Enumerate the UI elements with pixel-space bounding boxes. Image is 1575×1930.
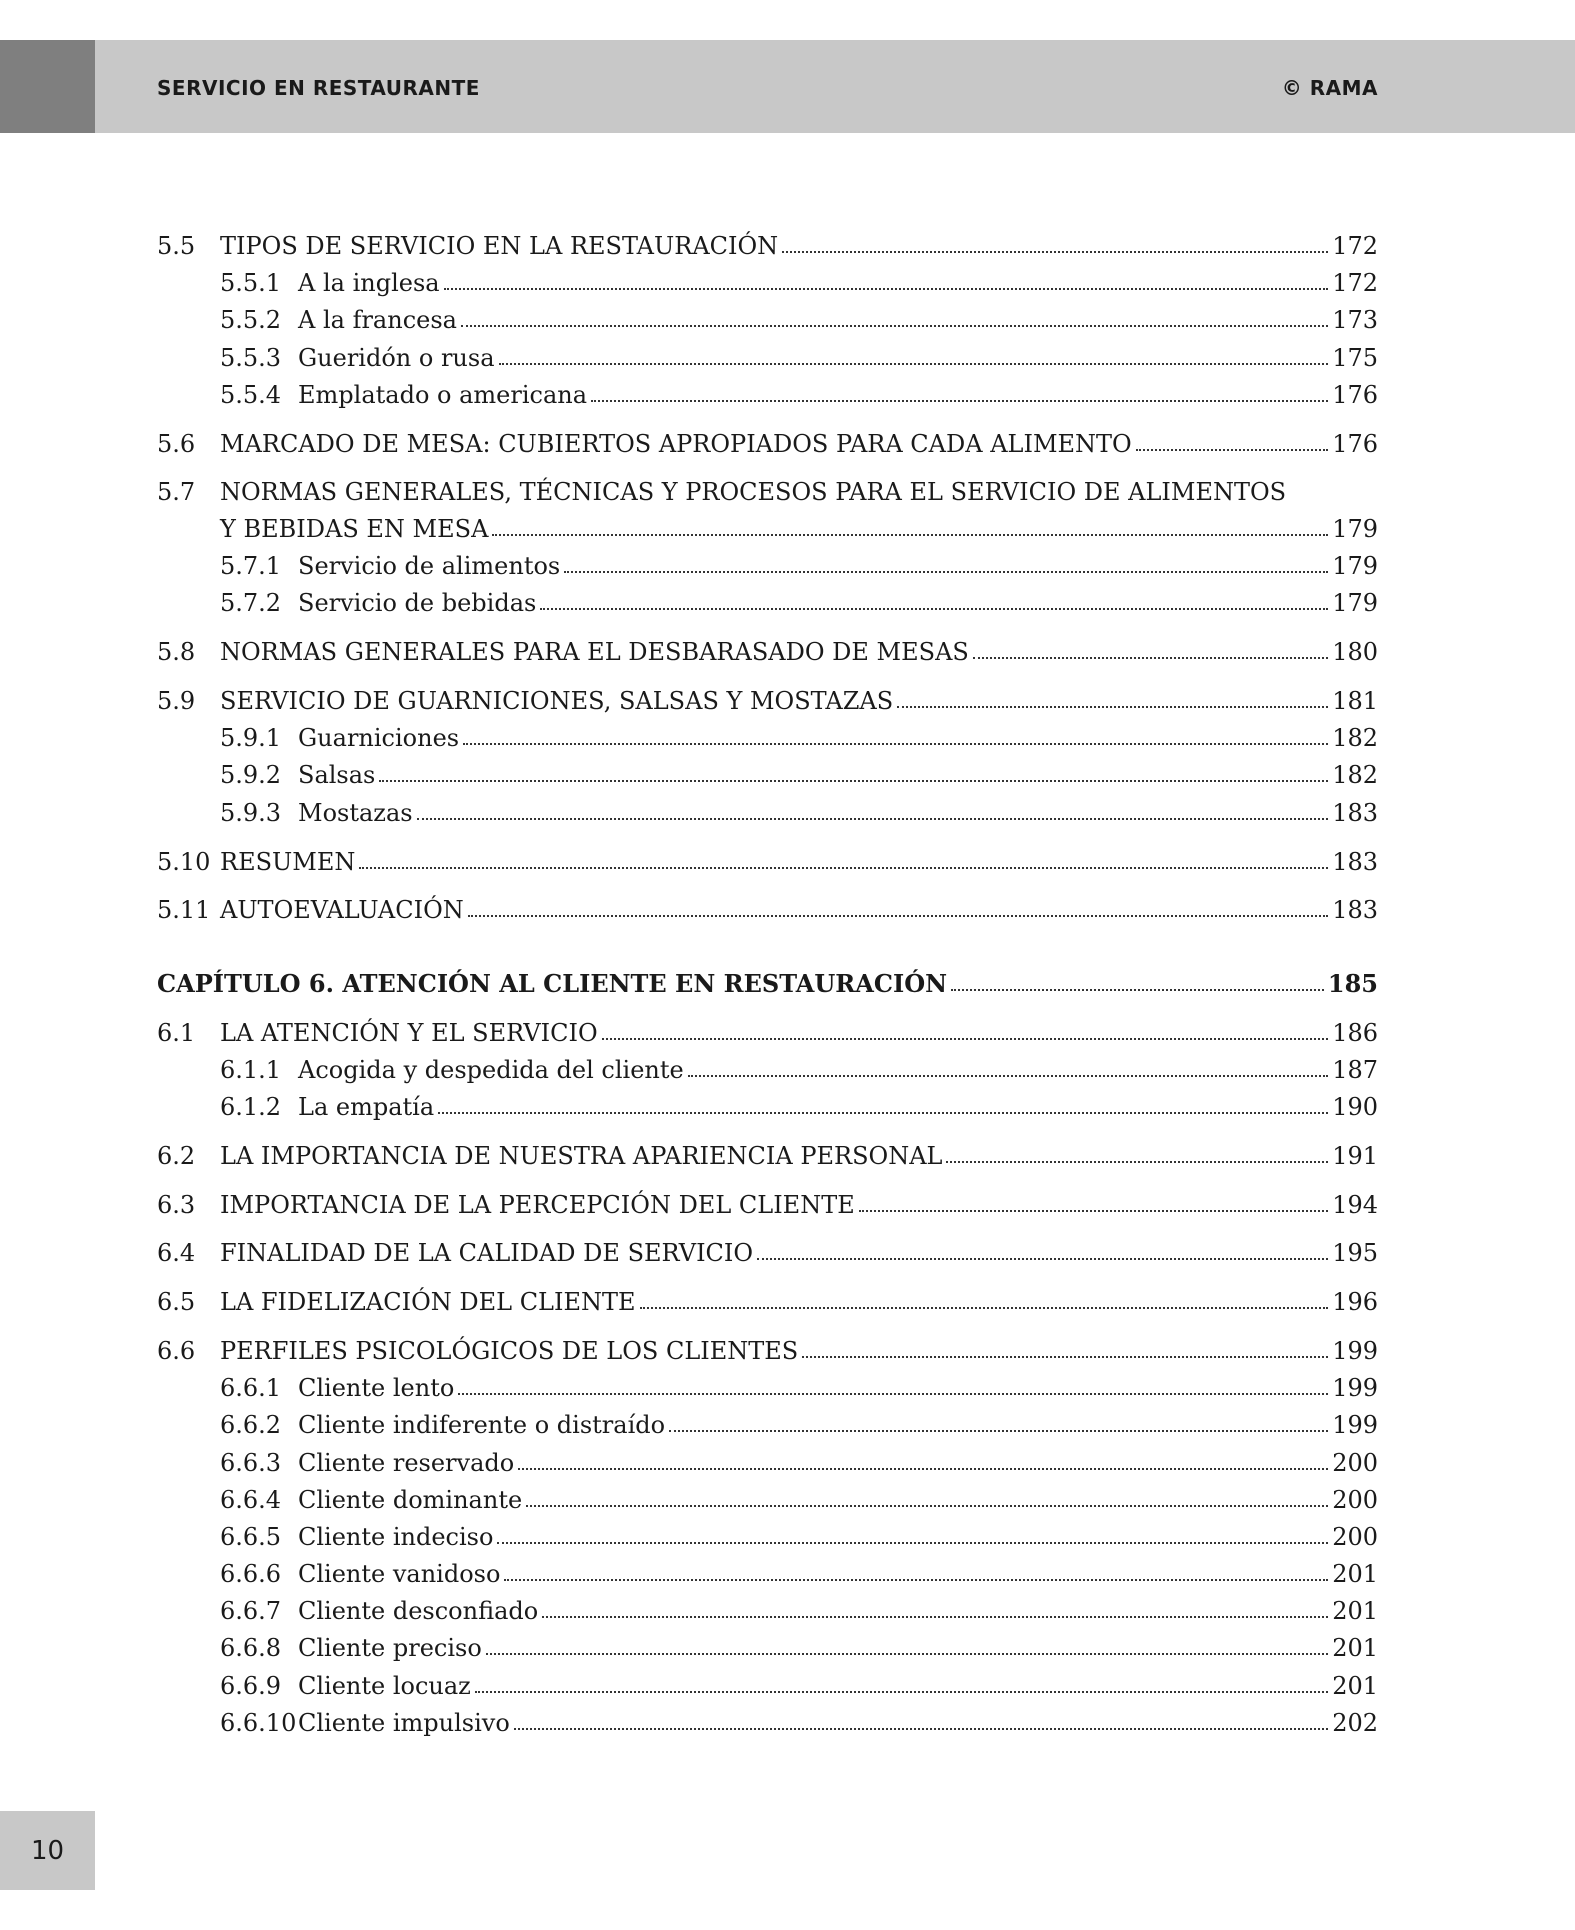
toc-entry[interactable] [157, 1237, 1378, 1269]
dot-leader [514, 1728, 1328, 1730]
dot-leader [669, 1430, 1328, 1432]
toc-entry-page: 173 [1332, 306, 1378, 334]
dot-leader [951, 989, 1324, 991]
toc-entry-title: Cliente dominante [298, 1486, 523, 1514]
toc-entry-title: FINALIDAD DE LA CALIDAD DE SERVICIO [220, 1239, 754, 1267]
dot-leader [688, 1075, 1328, 1077]
dot-leader [782, 251, 1328, 253]
toc-entry-number: 5.9.1 [220, 724, 282, 752]
toc-entry[interactable] [157, 230, 1378, 262]
dot-leader [468, 915, 1328, 917]
toc-entry-number: 6.4 [157, 1239, 196, 1267]
dot-leader [486, 1653, 1328, 1655]
dot-leader [458, 1393, 1328, 1395]
toc-entry[interactable] [220, 342, 1378, 374]
toc-entry-title: LA ATENCIÓN Y EL SERVICIO [220, 1019, 598, 1047]
dot-leader [602, 1038, 1329, 1040]
dot-leader [564, 571, 1328, 573]
toc-entry-title: LA FIDELIZACIÓN DEL CLIENTE [220, 1288, 636, 1316]
toc-entry-title: Cliente indeciso [298, 1523, 494, 1551]
toc-entry-page: 199 [1332, 1411, 1378, 1439]
toc-entry-title: RESUMEN [220, 848, 356, 876]
toc-entry-title: Cliente lento [298, 1374, 455, 1402]
toc-entry-number: 5.6 [157, 430, 196, 458]
toc-entry-number: 6.6.3 [220, 1449, 282, 1477]
toc-entry-title: La empatía [298, 1093, 435, 1121]
toc-entry-number: 6.6.9 [220, 1672, 282, 1700]
dot-leader [463, 743, 1328, 745]
toc-entry-title: Gueridón o rusa [298, 344, 495, 372]
toc-entry-page: 201 [1332, 1672, 1378, 1700]
toc-entry[interactable] [220, 587, 1378, 619]
toc-entry[interactable] [220, 1707, 1378, 1739]
toc-entry-page: 200 [1332, 1486, 1378, 1514]
toc-entry[interactable] [220, 722, 1378, 754]
toc-entry-number: 6.3 [157, 1191, 196, 1219]
toc-entry-title: TIPOS DE SERVICIO EN LA RESTAURACIÓN [220, 232, 779, 260]
running-header-title: SERVICIO EN RESTAURANTE [157, 76, 480, 100]
toc-entry-title: LA IMPORTANCIA DE NUESTRA APARIENCIA PERSONAL [220, 1142, 943, 1170]
toc-entry-page: 180 [1332, 638, 1378, 666]
dot-leader [526, 1505, 1328, 1507]
toc-entry-page: 179 [1332, 552, 1378, 580]
dot-leader [946, 1161, 1328, 1163]
toc-entry[interactable] [220, 1484, 1378, 1516]
toc-entry[interactable] [157, 1140, 1378, 1172]
toc-entry-page: 187 [1332, 1056, 1378, 1084]
toc-entry-page: 194 [1332, 1191, 1378, 1219]
toc-entry-title: Cliente desconfiado [298, 1597, 539, 1625]
toc-entry-title: PERFILES PSICOLÓGICOS DE LOS CLIENTES [220, 1337, 799, 1365]
toc-entry[interactable] [157, 685, 1378, 717]
toc-entry-page: 179 [1332, 589, 1378, 617]
toc-entry[interactable] [220, 1595, 1378, 1627]
toc-entry-number: 6.1 [157, 1019, 196, 1047]
toc-entry[interactable] [220, 1670, 1378, 1702]
toc-entry-page: 191 [1332, 1142, 1378, 1170]
toc-entry[interactable] [157, 1017, 1378, 1049]
toc-entry[interactable] [220, 379, 1378, 411]
toc-entry[interactable] [220, 304, 1378, 336]
toc-entry-title: SERVICIO DE GUARNICIONES, SALSAS Y MOSTAZAS [220, 687, 894, 715]
toc-entry-number: 5.5.2 [220, 306, 282, 334]
dot-leader [499, 363, 1329, 365]
toc-entry[interactable] [220, 267, 1378, 299]
toc-chapter-page: 185 [1327, 969, 1378, 998]
toc-entry[interactable] [220, 1632, 1378, 1664]
toc-entry-page: 190 [1332, 1093, 1378, 1121]
dot-leader [359, 867, 1328, 869]
toc-entry-continuation[interactable] [220, 513, 1378, 545]
toc-entry-page: 201 [1332, 1634, 1378, 1662]
toc-entry-title: AUTOEVALUACIÓN [220, 896, 464, 924]
toc-entry-number: 5.5.3 [220, 344, 282, 372]
toc-entry-title: Mostazas [298, 799, 413, 827]
toc-entry-page: 183 [1332, 896, 1378, 924]
toc-entry-title: Cliente vanidoso [298, 1560, 501, 1588]
toc-chapter-title: CAPÍTULO 6. ATENCIÓN AL CLIENTE EN RESTAURACIÓN [157, 969, 948, 998]
toc-entry[interactable] [220, 1409, 1378, 1441]
toc-entry-number: 6.6.4 [220, 1486, 282, 1514]
toc-entry[interactable] [157, 894, 1378, 926]
toc-entry-title: NORMAS GENERALES, TÉCNICAS Y PROCESOS PARA EL SERVICIO DE ALIMENTOS [220, 478, 1287, 506]
toc-entry-number: 6.6.8 [220, 1634, 282, 1662]
dot-leader [542, 1616, 1328, 1618]
toc-entry-page: 195 [1332, 1239, 1378, 1267]
toc-entry-page: 182 [1332, 724, 1378, 752]
dot-leader [504, 1579, 1328, 1581]
toc-entry[interactable] [157, 846, 1378, 878]
dot-leader [518, 1468, 1328, 1470]
toc-entry-page: 182 [1332, 761, 1378, 789]
toc-entry-title: Emplatado o americana [298, 381, 588, 409]
dot-leader [475, 1691, 1328, 1693]
toc-entry-number: 6.6.7 [220, 1597, 282, 1625]
toc-entry-number: 6.6.2 [220, 1411, 282, 1439]
toc-entry-number: 6.1.2 [220, 1093, 282, 1121]
toc-entry-title: A la inglesa [298, 269, 440, 297]
toc-entry-number: 6.6.1 [220, 1374, 282, 1402]
page-number: 10 [30, 1835, 65, 1866]
dot-leader [757, 1258, 1328, 1260]
toc-entry-title: Servicio de alimentos [298, 552, 561, 580]
toc-entry[interactable] [157, 1189, 1378, 1221]
toc-entry-page: 175 [1332, 344, 1378, 372]
dot-leader [444, 288, 1329, 290]
toc-entry-title: Guarniciones [298, 724, 460, 752]
toc-entry-number: 5.10 [157, 848, 211, 876]
dot-leader [1136, 449, 1328, 451]
toc-entry-number: 6.6.10 [220, 1709, 297, 1737]
toc-entry-title: Servicio de bebidas [298, 589, 537, 617]
toc-entry[interactable] [220, 1091, 1378, 1123]
toc-entry-page: 172 [1332, 232, 1378, 260]
toc-entry-number: 5.5 [157, 232, 196, 260]
toc-entry-number: 6.5 [157, 1288, 196, 1316]
toc-entry[interactable] [220, 1372, 1378, 1404]
toc-entry-number: 5.9.2 [220, 761, 282, 789]
toc-entry-first-line[interactable] [157, 476, 1286, 508]
toc-entry-number: 5.8 [157, 638, 196, 666]
toc-entry-page: 199 [1332, 1337, 1378, 1365]
dot-leader [417, 818, 1329, 820]
dot-leader [379, 780, 1328, 782]
toc-entry-number: 6.2 [157, 1142, 196, 1170]
toc-entry-title-continuation: Y BEBIDAS EN MESA [220, 515, 489, 543]
toc-entry-number: 6.6.6 [220, 1560, 282, 1588]
toc-entry-page: 176 [1332, 381, 1378, 409]
toc-entry-page: 199 [1332, 1374, 1378, 1402]
dot-leader [973, 657, 1328, 659]
toc-chapter-entry[interactable] [157, 968, 1378, 1000]
toc-entry[interactable] [157, 1335, 1378, 1367]
toc-entry-page: 172 [1332, 269, 1378, 297]
toc-entry-number: 6.6 [157, 1337, 196, 1365]
dot-leader [540, 608, 1328, 610]
toc-entry-number: 5.5.1 [220, 269, 282, 297]
dot-leader [591, 400, 1328, 402]
toc-entry[interactable] [157, 1286, 1378, 1318]
toc-entry-number: 6.1.1 [220, 1056, 282, 1084]
toc-entry-page: 186 [1332, 1019, 1378, 1047]
toc-entry-title: Cliente indiferente o distraído [298, 1411, 666, 1439]
toc-entry-title: IMPORTANCIA DE LA PERCEPCIÓN DEL CLIENTE [220, 1191, 855, 1219]
toc-entry-page: 200 [1332, 1449, 1378, 1477]
toc-entry-title: Cliente preciso [298, 1634, 482, 1662]
dot-leader [492, 534, 1328, 536]
toc-entry-number: 5.9 [157, 687, 196, 715]
toc-entry[interactable] [220, 550, 1378, 582]
toc-entry-page: 202 [1332, 1709, 1378, 1737]
dot-leader [859, 1210, 1328, 1212]
running-header-publisher: © RAMA [1281, 76, 1378, 100]
toc-entry-page: 200 [1332, 1523, 1378, 1551]
toc-entry-title: A la francesa [298, 306, 457, 334]
toc-entry[interactable] [220, 759, 1378, 791]
toc-entry[interactable] [220, 1054, 1378, 1086]
toc-entry-page: 201 [1332, 1560, 1378, 1588]
toc-entry-number: 6.6.5 [220, 1523, 282, 1551]
toc-entry-title: MARCADO DE MESA: CUBIERTOS APROPIADOS PARA CADA ALIMENTO [220, 430, 1132, 458]
dot-leader [802, 1356, 1328, 1358]
toc-entry-number: 5.11 [157, 896, 211, 924]
toc-entry[interactable] [220, 1447, 1378, 1479]
toc-entry-title: Cliente reservado [298, 1449, 515, 1477]
toc-entry-title: Salsas [298, 761, 376, 789]
toc-entry-page: 176 [1332, 430, 1378, 458]
toc-entry-number: 5.7.2 [220, 589, 282, 617]
toc-entry[interactable] [220, 797, 1378, 829]
toc-entry-page: 196 [1332, 1288, 1378, 1316]
dot-leader [897, 706, 1328, 708]
toc-entry-title: Acogida y despedida del cliente [298, 1056, 684, 1084]
dot-leader [640, 1307, 1329, 1309]
toc-entry[interactable] [157, 636, 1378, 668]
toc-entry-page: 183 [1332, 848, 1378, 876]
toc-entry-number: 5.7.1 [220, 552, 282, 580]
toc-entry-number: 5.7 [157, 478, 196, 506]
dot-leader [461, 325, 1328, 327]
toc-entry-title: Cliente locuaz [298, 1672, 471, 1700]
toc-entry[interactable] [220, 1521, 1378, 1553]
toc-entry-title: NORMAS GENERALES PARA EL DESBARASADO DE MESAS [220, 638, 969, 666]
toc-entry-number: 5.9.3 [220, 799, 282, 827]
toc-entry-page: 179 [1332, 515, 1378, 543]
toc-entry-page: 183 [1332, 799, 1378, 827]
dot-leader [497, 1542, 1328, 1544]
toc-entry-number: 5.5.4 [220, 381, 282, 409]
toc-entry-title: Cliente impulsivo [298, 1709, 510, 1737]
toc-entry[interactable] [157, 428, 1378, 460]
toc-entry-page: 201 [1332, 1597, 1378, 1625]
toc-entry[interactable] [220, 1558, 1378, 1590]
toc-entry-page: 181 [1332, 687, 1378, 715]
dot-leader [438, 1112, 1328, 1114]
